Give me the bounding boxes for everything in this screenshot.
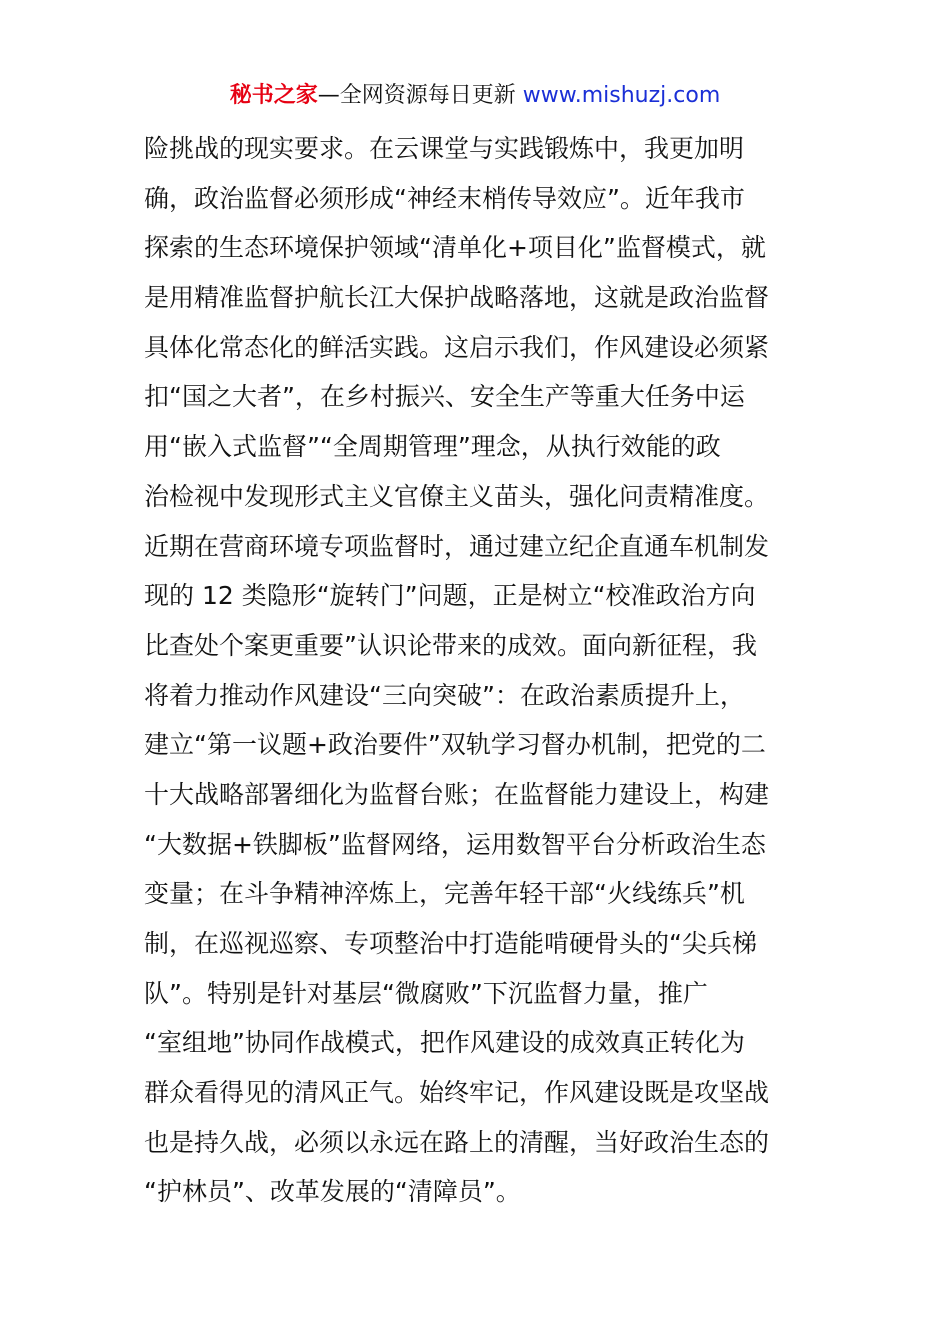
body-line: “护林员”、改革发展的“清障员”。: [144, 1177, 521, 1207]
page-header: [0, 80, 950, 112]
body-line: 治检视中发现形式主义官僚主义苗头，强化问责精准度。: [144, 481, 770, 511]
body-line: 是用精准监督护航长江大保护战略落地，这就是政治监督: [144, 283, 770, 313]
body-line: 也是持久战，必须以永远在路上的清醒，当好政治生态的: [144, 1127, 770, 1157]
body-line: 变量；在斗争精神淬炼上，完善年轻干部“火线练兵”机: [144, 879, 745, 909]
body-line: 扣“国之大者”，在乡村振兴、安全生产等重大任务中运: [144, 382, 745, 412]
body-line: 队”。特别是针对基层“微腐败”下沉监督力量，推广: [144, 978, 708, 1008]
body-line: 险挑战的现实要求。在云课堂与实践锻炼中，我更加明: [144, 134, 745, 163]
body-line: 近期在营商环境专项监督时，通过建立纪企直通车机制发: [144, 531, 770, 561]
body-line: 用“嵌入式监督”“全周期管理”理念，从执行效能的政: [144, 432, 721, 462]
body-line: 将着力推动作风建设“三向突破”：在政治素质提升上，: [144, 680, 745, 710]
header-tagline: —全网资源每日更新: [317, 83, 523, 108]
body-line: “大数据+铁脚板”监督网络，运用数智平台分析政治生态: [144, 829, 766, 859]
body-line: 具体化常态化的鲜活实践。这启示我们，作风建设必须紧: [144, 332, 770, 362]
body-line: 制，在巡视巡察、专项整治中打造能啃硬骨头的“尖兵梯: [144, 929, 757, 958]
body-line: 探索的生态环境保护领域“清单化+项目化”监督模式，就: [144, 233, 766, 263]
body-line: 比查处个案更重要”认识论带来的成效。面向新征程，我: [144, 630, 757, 660]
body-line: 建立“第一议题+政治要件”双轨学习督办机制，把党的二: [144, 730, 766, 760]
brand-name: 秘书之家: [229, 83, 318, 108]
body-line: 现的 12 类隐形“旋转门”问题，正是树立“校准政治方向: [144, 581, 756, 611]
body-line: “室组地”协同作战模式，把作风建设的成效真正转化为: [144, 1028, 745, 1058]
body-line: 群众看得见的清风正气。始终牢记，作风建设既是攻坚战: [144, 1078, 770, 1108]
body-line: 确，政治监督必须形成“神经末梢传导效应”。近年我市: [144, 183, 745, 213]
body-line: 十大战略部署细化为监督台账；在监督能力建设上，构建: [144, 779, 770, 809]
document-body: [144, 124, 814, 1217]
website-link[interactable]: www.mishuzj.com: [522, 83, 721, 108]
